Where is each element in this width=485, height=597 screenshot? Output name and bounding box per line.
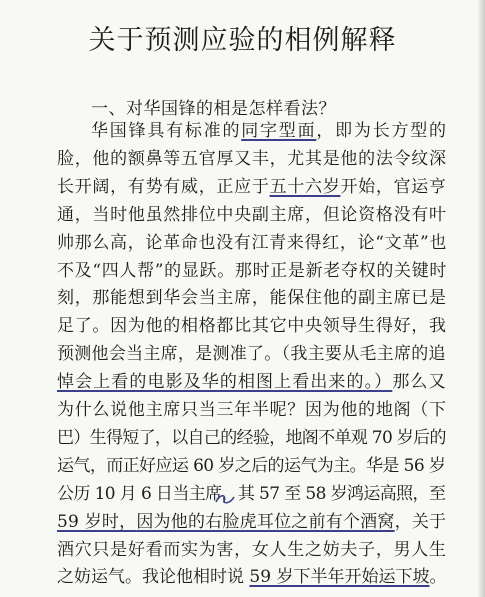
body-line [57, 288, 447, 308]
body-line [57, 456, 445, 476]
underlined-phrase: 59 岁下半年开始运下坡 [249, 567, 430, 588]
text-segment: ，即为长方型的 [316, 121, 448, 141]
text-segment: 开始，官运亨 [340, 176, 447, 197]
body-line [57, 372, 447, 392]
underlined-phrase: 因为他的右脸虎耳位之前有个酒窝 [136, 511, 395, 532]
text-segment: 之妨运气。我论他相时说 [57, 567, 250, 588]
section-heading: 一、对华国锋的相是怎样看法？ [91, 99, 336, 119]
page-edge-shadow [477, 0, 485, 597]
body-line [57, 428, 446, 448]
body-line [57, 567, 446, 587]
text-segment: 。 [429, 567, 447, 588]
text-segment: 公历 10 月 6 日当主席，其 57 至 58 岁鸿运高照，至 [57, 483, 446, 504]
text-segment: 长开阔，有势有威，正应于 [57, 176, 270, 197]
text-segment: 脸，他的额鼻等五官厚又丰，尤其是他的法令纹深 [57, 148, 447, 169]
underlined-phrase: 59 岁时， [57, 511, 137, 532]
text-segment: 运气，而正好应运 60 岁之后的运气为主。华是 56 岁 [57, 455, 446, 476]
text-segment: 帅那么高，论革命也没有江青来得红，论“文革”也 [57, 232, 448, 253]
body-line [57, 540, 447, 560]
text-segment: 那么又 [392, 372, 447, 393]
underlined-phrase: 五十六岁 [269, 176, 341, 197]
underlined-phrase: 悼会上看的电影及华的相图上看出来的。） [57, 372, 393, 393]
text-segment: 不及“四人帮”的显跃。那时正是新老夺权的关键时 [57, 260, 448, 281]
body-line [57, 512, 446, 532]
text-segment: 预测他会当主席，是测准了。（我主要从毛主席的追 [57, 344, 446, 365]
underlined-phrase: 同字型面 [241, 121, 317, 141]
text-segment: 华国锋具有标准的 [91, 121, 242, 141]
text-segment: 通，当时他虽然排位中央副主席，但论资格没有叶 [57, 204, 447, 225]
body-line [57, 261, 447, 281]
text-segment: 巴）生得短了，以自己的经验，地阁不单观 70 岁后的 [57, 427, 446, 448]
text-segment: 为什么说他主席只当三年半呢？因为他的地阁（下 [57, 400, 447, 420]
text-segment: ，关于 [394, 511, 447, 532]
body-line [57, 233, 447, 253]
body-line [57, 344, 446, 364]
text-segment: 酒穴只是好看而实为害，女人生之妨夫子，男人生 [57, 539, 447, 560]
body-line [57, 205, 447, 225]
body-line [57, 149, 447, 169]
body-line [57, 400, 447, 420]
text-segment: 足了。因为他的相格都比其它中央领导生得好，我 [57, 316, 447, 337]
document-title: 关于预测应验的相例解释 [88, 25, 397, 56]
body-line [57, 316, 447, 336]
text-segment: 刻，那能想到华会当主席，能保住他的副主席已是 [57, 288, 447, 309]
body-line [57, 484, 445, 504]
body-line [57, 177, 447, 197]
body-line [91, 121, 448, 141]
